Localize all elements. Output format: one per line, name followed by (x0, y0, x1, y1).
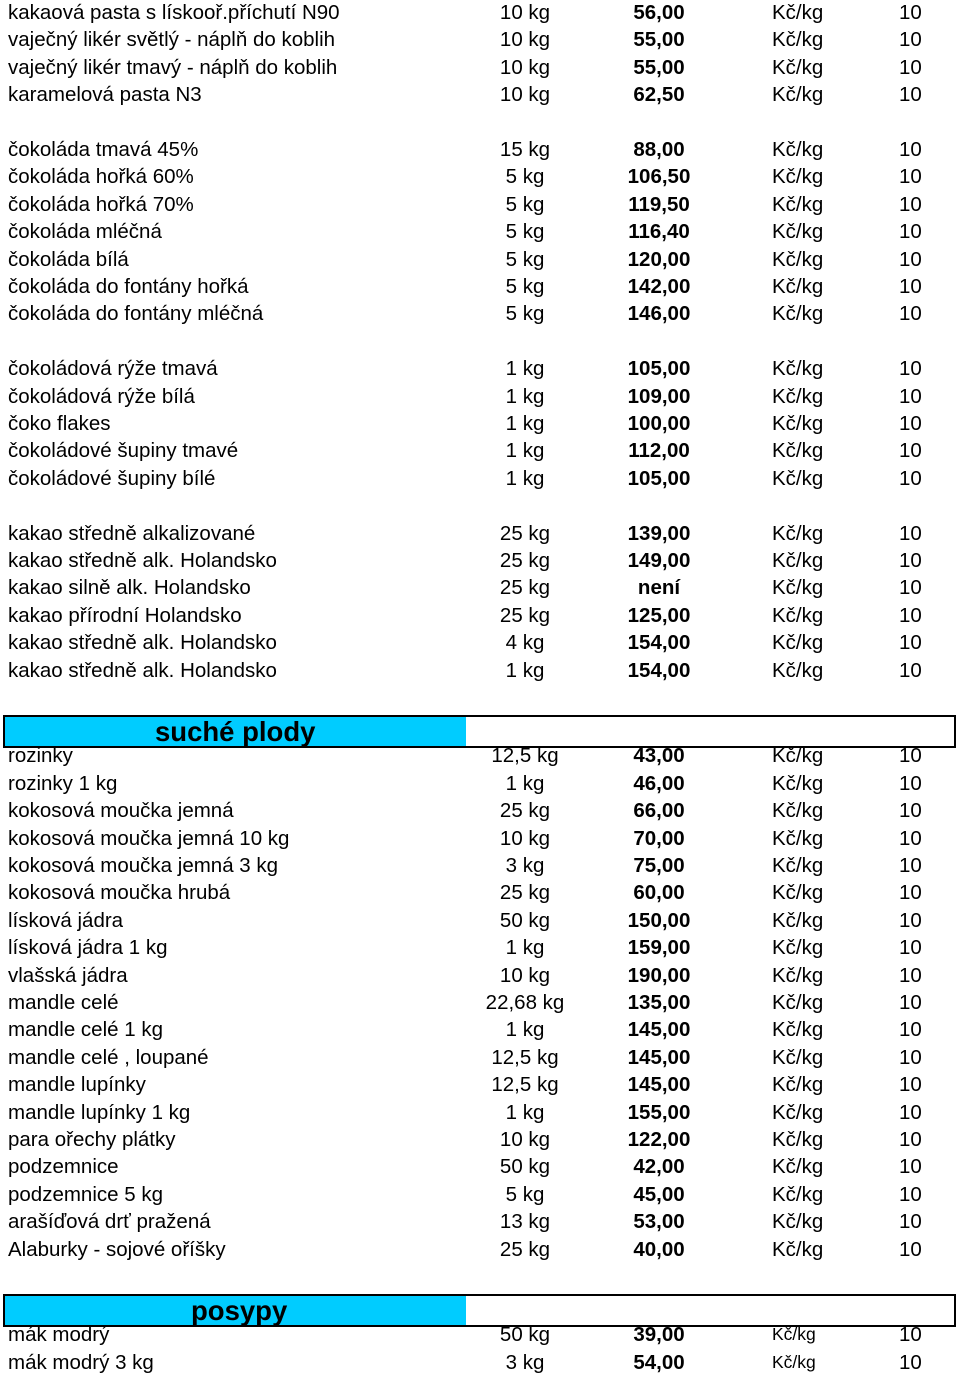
package-size: 1 kg (505, 466, 545, 490)
price-row (0, 1126, 960, 1153)
section-title: posypy (191, 1295, 288, 1327)
vat-rate: 10 (899, 384, 922, 408)
unit-price: 150,00 (627, 908, 691, 932)
unit-price: 190,00 (627, 963, 691, 987)
price-row (0, 879, 960, 906)
product-name: čokoládová rýže bílá (8, 384, 195, 408)
product-name: para ořechy plátky (8, 1128, 176, 1151)
vat-rate: 10 (899, 439, 922, 463)
vat-rate: 10 (899, 1323, 922, 1347)
vat-rate: 10 (899, 1018, 922, 1042)
package-size: 50 kg (499, 1155, 551, 1179)
price-row (0, 1071, 960, 1098)
vat-rate: 10 (899, 799, 922, 823)
product-name: čokoládová rýže tmavá (8, 357, 218, 381)
price-unit: Kč/kg (772, 247, 824, 271)
vat-rate: 10 (899, 1350, 922, 1374)
price-row (0, 1236, 960, 1263)
unit-price: 43,00 (633, 744, 685, 768)
package-size: 1 kg (505, 357, 545, 381)
price-unit: Kč/kg (772, 658, 824, 682)
price-unit: Kč/kg (772, 881, 824, 905)
vat-rate: 10 (899, 603, 922, 627)
vat-rate: 10 (899, 991, 922, 1014)
price-row (0, 246, 960, 273)
vat-rate: 10 (899, 220, 922, 244)
product-name: mandle celé (8, 991, 119, 1014)
vat-rate: 10 (899, 466, 922, 490)
vat-rate: 10 (899, 1073, 922, 1097)
price-unit: Kč/kg (772, 1324, 816, 1345)
price-row (0, 1044, 960, 1071)
package-size: 1 kg (505, 936, 545, 960)
vat-rate: 10 (899, 412, 922, 435)
package-size: 25 kg (499, 549, 551, 572)
product-name: rozinky 1 kg (8, 771, 118, 795)
vat-rate: 10 (899, 521, 922, 545)
vat-rate: 10 (899, 1155, 922, 1179)
package-size: 5 kg (505, 247, 545, 271)
unit-price: 112,00 (628, 439, 690, 463)
product-name: kokosová moučka hrubá (8, 881, 231, 905)
price-row (0, 0, 960, 26)
unit-price: 120,00 (627, 247, 691, 271)
product-name: rozinky (8, 744, 73, 768)
product-name: podzemnice (8, 1155, 119, 1179)
product-name: Alaburky - sojové oříšky (8, 1237, 226, 1261)
price-row (0, 218, 960, 245)
price-row (0, 1181, 960, 1208)
product-name: kakao přírodní Holandsko (8, 603, 242, 627)
vat-rate: 10 (899, 1045, 922, 1069)
unit-price: 100,00 (627, 412, 691, 435)
vat-rate: 10 (899, 658, 922, 682)
package-size: 10 kg (499, 963, 551, 987)
package-size: 3 kg (505, 854, 545, 877)
unit-price: 105,00 (627, 466, 691, 490)
package-size: 10 kg (499, 83, 551, 107)
price-unit: Kč/kg (772, 991, 824, 1014)
price-unit: Kč/kg (772, 466, 824, 490)
price-unit: Kč/kg (772, 603, 824, 627)
product-name: lísková jádra (8, 908, 124, 932)
vat-rate: 10 (899, 881, 922, 905)
unit-price: 159,00 (627, 936, 691, 960)
package-size: 10 kg (499, 826, 551, 850)
unit-price: 105,00 (627, 357, 691, 381)
unit-price: 42,00 (633, 1155, 685, 1179)
price-unit: Kč/kg (772, 83, 824, 107)
price-unit: Kč/kg (772, 908, 824, 932)
price-unit: Kč/kg (772, 549, 824, 572)
product-name: čokoláda do fontány mléčná (8, 302, 264, 326)
package-size: 50 kg (499, 1323, 551, 1347)
vat-rate: 10 (899, 744, 922, 768)
product-name: mák modrý 3 kg (8, 1350, 154, 1374)
unit-price: 145,00 (627, 1045, 691, 1069)
package-size: 12,5 kg (491, 1073, 559, 1097)
product-name: čokoládové šupiny bílé (8, 466, 216, 490)
price-row (0, 934, 960, 961)
price-row (0, 989, 960, 1016)
price-row (0, 81, 960, 108)
unit-price: 53,00 (633, 1210, 685, 1234)
product-name: vlašská jádra (8, 963, 128, 987)
unit-price: není (637, 576, 681, 600)
product-name: mák modrý (8, 1323, 110, 1347)
package-size: 12,5 kg (491, 1045, 559, 1069)
package-size: 1 kg (505, 658, 545, 682)
package-size: 25 kg (499, 603, 551, 627)
vat-rate: 10 (899, 1210, 922, 1234)
package-size: 13 kg (499, 1210, 551, 1234)
unit-price: 54,00 (633, 1350, 685, 1374)
price-row (0, 26, 960, 53)
price-row (0, 770, 960, 797)
vat-rate: 10 (899, 826, 922, 850)
package-size: 5 kg (505, 1182, 545, 1206)
price-row (0, 962, 960, 989)
vat-rate: 10 (899, 275, 922, 298)
product-name: kokosová moučka jemná (8, 799, 234, 823)
package-size: 3 kg (505, 1350, 545, 1374)
price-unit: Kč/kg (772, 744, 824, 768)
package-size: 15 kg (499, 138, 551, 161)
vat-rate: 10 (899, 165, 922, 189)
package-size: 1 kg (505, 1018, 545, 1042)
vat-rate: 10 (899, 963, 922, 987)
unit-price: 60,00 (633, 881, 685, 905)
price-unit: Kč/kg (772, 192, 824, 216)
package-size: 5 kg (505, 275, 545, 298)
price-row (0, 1349, 960, 1376)
package-size: 12,5 kg (491, 744, 559, 768)
price-unit: Kč/kg (772, 1, 824, 24)
price-unit: Kč/kg (772, 138, 824, 161)
unit-price: 40,00 (633, 1237, 685, 1261)
price-unit: Kč/kg (772, 1045, 824, 1069)
price-row (0, 520, 960, 547)
vat-rate: 10 (899, 1182, 922, 1206)
unit-price: 45,00 (633, 1182, 685, 1206)
unit-price: 56,00 (633, 1, 685, 24)
price-unit: Kč/kg (772, 439, 824, 463)
product-name: kakao středně alk. Holandsko (8, 549, 277, 572)
product-name: čokoláda hořká 70% (8, 192, 194, 216)
price-unit: Kč/kg (772, 521, 824, 545)
price-row (0, 1099, 960, 1126)
unit-price: 66,00 (633, 799, 685, 823)
product-name: mandle lupínky (8, 1073, 146, 1097)
unit-price: 88,00 (633, 138, 685, 161)
price-row (0, 797, 960, 824)
unit-price: 149,00 (627, 549, 691, 572)
product-name: čokoláda mléčná (8, 220, 162, 244)
vat-rate: 10 (899, 576, 922, 600)
price-row (0, 465, 960, 492)
price-unit: Kč/kg (772, 165, 824, 189)
price-row (0, 547, 960, 574)
unit-price: 62,50 (633, 83, 685, 107)
vat-rate: 10 (899, 549, 922, 572)
unit-price: 155,00 (627, 1100, 691, 1124)
unit-price: 122,00 (627, 1128, 691, 1151)
price-unit: Kč/kg (772, 1182, 824, 1206)
price-row (0, 1321, 960, 1348)
price-unit: Kč/kg (772, 55, 824, 79)
product-name: karamelová pasta N3 (8, 83, 202, 107)
unit-price: 119,50 (628, 192, 690, 216)
vat-rate: 10 (899, 936, 922, 960)
product-name: kakao silně alk. Holandsko (8, 576, 251, 600)
unit-price: 142,00 (627, 275, 691, 298)
product-name: lísková jádra 1 kg (8, 936, 168, 960)
price-unit: Kč/kg (772, 1210, 824, 1234)
section-title: suché plody (155, 716, 316, 748)
vat-rate: 10 (899, 83, 922, 107)
unit-price: 55,00 (633, 55, 685, 79)
price-unit: Kč/kg (772, 854, 824, 877)
price-unit: Kč/kg (772, 412, 824, 435)
vat-rate: 10 (899, 247, 922, 271)
unit-price: 55,00 (633, 28, 685, 52)
product-name: mandle lupínky 1 kg (8, 1100, 191, 1124)
price-unit: Kč/kg (772, 220, 824, 244)
product-name: čokoláda do fontány hořká (8, 275, 249, 298)
price-unit: Kč/kg (772, 1351, 816, 1372)
vat-rate: 10 (899, 631, 922, 655)
price-row (0, 54, 960, 81)
package-size: 10 kg (499, 55, 551, 79)
product-name: čokoláda tmavá 45% (8, 138, 199, 161)
package-size: 25 kg (499, 521, 551, 545)
package-size: 25 kg (499, 576, 551, 600)
vat-rate: 10 (899, 1, 922, 24)
price-row (0, 629, 960, 656)
vat-rate: 10 (899, 55, 922, 79)
package-size: 10 kg (499, 28, 551, 52)
price-row (0, 437, 960, 464)
price-unit: Kč/kg (772, 1155, 824, 1179)
price-unit: Kč/kg (772, 799, 824, 823)
price-unit: Kč/kg (772, 275, 824, 298)
price-row (0, 163, 960, 190)
price-unit: Kč/kg (772, 963, 824, 987)
product-name: čokoládové šupiny tmavé (8, 439, 239, 463)
vat-rate: 10 (899, 302, 922, 326)
price-unit: Kč/kg (772, 1100, 824, 1124)
package-size: 25 kg (499, 1237, 551, 1261)
unit-price: 154,00 (627, 631, 691, 655)
price-unit: Kč/kg (772, 826, 824, 850)
vat-rate: 10 (899, 357, 922, 381)
price-row (0, 1208, 960, 1235)
price-row (0, 191, 960, 218)
unit-price: 46,00 (633, 771, 685, 795)
price-row (0, 852, 960, 879)
vat-rate: 10 (899, 1100, 922, 1124)
price-unit: Kč/kg (772, 302, 824, 326)
package-size: 1 kg (505, 412, 545, 435)
price-row (0, 383, 960, 410)
price-row (0, 1153, 960, 1180)
product-name: čokoláda bílá (8, 247, 129, 271)
unit-price: 106,50 (627, 165, 691, 189)
product-name: kokosová moučka jemná 10 kg (8, 826, 290, 850)
product-name: čoko flakes (8, 412, 111, 435)
product-name: kokosová moučka jemná 3 kg (8, 854, 279, 877)
unit-price: 139,00 (627, 521, 691, 545)
product-name: mandle celé 1 kg (8, 1018, 163, 1042)
price-unit: Kč/kg (772, 1128, 824, 1151)
vat-rate: 10 (899, 854, 922, 877)
product-name: mandle celé , loupané (8, 1045, 209, 1069)
price-unit: Kč/kg (772, 357, 824, 381)
package-size: 1 kg (505, 771, 545, 795)
package-size: 1 kg (505, 1100, 545, 1124)
unit-price: 125,00 (627, 603, 691, 627)
vat-rate: 10 (899, 138, 922, 161)
price-row (0, 907, 960, 934)
unit-price: 75,00 (633, 854, 685, 877)
package-size: 5 kg (505, 302, 545, 326)
vat-rate: 10 (899, 908, 922, 932)
product-name: vaječný likér světlý - náplň do koblih (8, 28, 336, 52)
price-row (0, 825, 960, 852)
package-size: 5 kg (505, 165, 545, 189)
price-row (0, 273, 960, 300)
product-name: arašíďová drť pražená (8, 1210, 211, 1234)
unit-price: 154,00 (627, 658, 691, 682)
package-size: 1 kg (505, 384, 545, 408)
product-name: kakao středně alk. Holandsko (8, 631, 277, 655)
vat-rate: 10 (899, 28, 922, 52)
unit-price: 39,00 (633, 1323, 685, 1347)
unit-price: 109,00 (627, 384, 691, 408)
vat-rate: 10 (899, 1237, 922, 1261)
price-row (0, 300, 960, 327)
price-row (0, 355, 960, 382)
price-row (0, 136, 960, 163)
unit-price: 145,00 (627, 1073, 691, 1097)
price-unit: Kč/kg (772, 28, 824, 52)
price-row (0, 574, 960, 601)
price-unit: Kč/kg (772, 631, 824, 655)
price-row (0, 1016, 960, 1043)
unit-price: 135,00 (627, 991, 691, 1014)
package-size: 5 kg (505, 192, 545, 216)
price-row (0, 742, 960, 769)
package-size: 10 kg (499, 1128, 551, 1151)
price-row (0, 410, 960, 437)
package-size: 25 kg (499, 881, 551, 905)
product-name: kakao středně alkalizované (8, 521, 256, 545)
package-size: 1 kg (505, 439, 545, 463)
unit-price: 70,00 (633, 826, 685, 850)
unit-price: 146,00 (627, 302, 691, 326)
product-name: podzemnice 5 kg (8, 1182, 163, 1206)
unit-price: 116,40 (628, 220, 690, 244)
price-unit: Kč/kg (772, 1018, 824, 1042)
vat-rate: 10 (899, 771, 922, 795)
price-unit: Kč/kg (772, 1237, 824, 1261)
price-unit: Kč/kg (772, 936, 824, 960)
price-unit: Kč/kg (772, 1073, 824, 1097)
price-unit: Kč/kg (772, 576, 824, 600)
package-size: 5 kg (505, 220, 545, 244)
price-row (0, 602, 960, 629)
vat-rate: 10 (899, 1128, 922, 1151)
product-name: kakao středně alk. Holandsko (8, 658, 277, 682)
price-row (0, 657, 960, 684)
unit-price: 145,00 (627, 1018, 691, 1042)
package-size: 10 kg (499, 1, 551, 24)
price-unit: Kč/kg (772, 384, 824, 408)
price-unit: Kč/kg (772, 771, 824, 795)
product-name: kakaová pasta s lískooř.příchutí N90 (8, 1, 340, 24)
package-size: 25 kg (499, 799, 551, 823)
package-size: 50 kg (499, 908, 551, 932)
product-name: čokoláda hořká 60% (8, 165, 194, 189)
vat-rate: 10 (899, 192, 922, 216)
product-name: vaječný likér tmavý - náplň do koblih (8, 55, 338, 79)
package-size: 4 kg (505, 631, 545, 655)
package-size: 22,68 kg (485, 991, 565, 1014)
